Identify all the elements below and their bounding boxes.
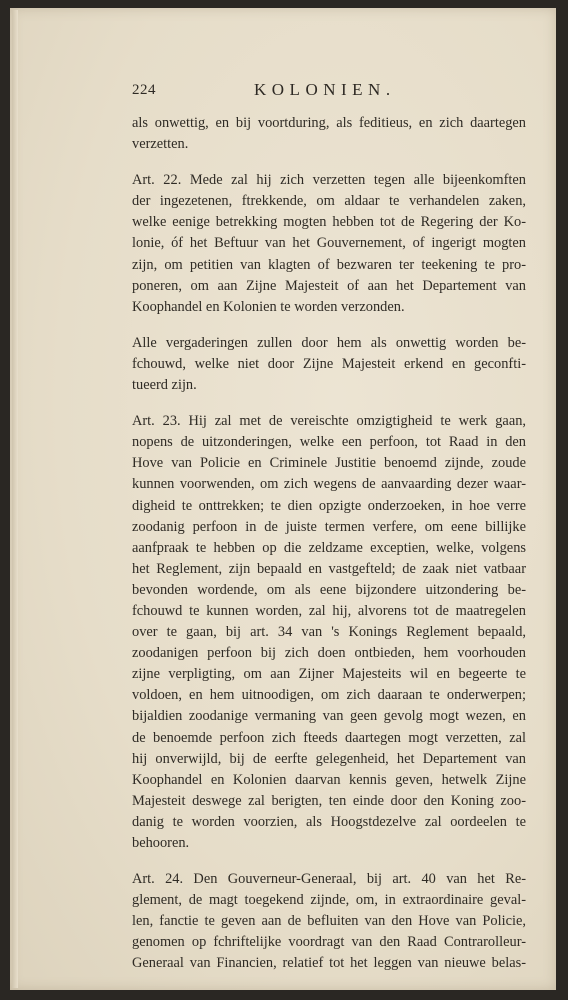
text-line: lonie, óf het Beftuur van het Gouvernement, of ingerigt mogten — [132, 235, 526, 252]
text-line: tueerd zijn. — [132, 377, 197, 394]
text-line: Hove van Policie en Criminele Justitie benoemd zijnde, zoude — [132, 455, 526, 472]
text-line: digheid te onttrekken; te dien opzigte onderzoeken, in hoe verre — [132, 497, 526, 514]
text-line: Alle vergaderingen zullen door hem als onwettig worden be- — [132, 334, 526, 351]
text-line: welke eenige betrekking mogten hebben tot de Regering der Ko- — [132, 214, 526, 231]
paragraph-continuation — [132, 113, 526, 155]
text-line: zijne verpligting, om aan Zijner Majesteits wil en begeerte te — [132, 666, 526, 683]
paragraph-art-22 — [132, 170, 526, 318]
text-line: poneren, om aan Zijne Majesteit of aan het Departement van — [132, 277, 526, 294]
text-line: fchouwd, welke niet door Zijne Majesteit erkend en geconfti- — [132, 355, 526, 372]
page-gutter-shadow — [12, 10, 18, 988]
running-title: KOLONIEN. — [254, 80, 396, 99]
text-line: verzetten. — [132, 136, 189, 153]
text-line: kunnen voorwenden, om zich wegens de aanvaarding dezer waar- — [132, 476, 526, 493]
text-line: Art. 22. Mede zal hij zich verzetten tegen alle bijeenkomften — [132, 172, 526, 189]
text-line: het Reglement, zijn bepaald en vastgefteld; de zaak niet vatbaar — [132, 560, 526, 577]
text-line: der ingezetenen, ftrekkende, om aldaar te verhandelen zaken, — [132, 193, 526, 210]
body-text — [132, 113, 526, 990]
text-line: Majesteit deswege zal berigten, ten einde door den Koning zoo- — [132, 792, 526, 809]
text-line: Art. 23. Hij zal met de vereischte omzigtigheid te werk gaan, — [132, 413, 526, 430]
page-number: 224 — [132, 82, 156, 98]
text-line: nopens de uitzonderingen, welke een perfoon, tot Raad in den — [132, 434, 526, 451]
paragraph-vergaderingen — [132, 333, 526, 396]
text-line: over te gaan, bij art. 34 van 's Konings Reglement bepaald, — [132, 624, 526, 641]
text-line: bevonden wordende, om als eene bijzondere uitzondering be- — [132, 581, 526, 598]
text-line: de benoemde perfoon zich fteeds daartegen mogt verzetten, zal — [132, 729, 526, 746]
text-line: hij onverwijld, bij de eerfte gelegenheid, het Departement van — [132, 750, 526, 767]
text-line: zoodanig perfoon in de juiste termen verfere, om eene billijke — [132, 518, 526, 535]
text-line: zoodanigen perfoon bij zich doen ontbieden, hem voorhouden — [132, 645, 526, 662]
text-line: Koophandel en Kolonien daarvan kennis geven, hetwelk Zijne — [132, 771, 526, 788]
page-header — [132, 80, 526, 102]
text-line: glement, de magt toegekend zijnde, om, in extraordinaire geval- — [132, 892, 526, 909]
text-line: Generaal van Financien, relatief tot het leggen van nieuwe belas- — [132, 955, 526, 972]
text-line: zijn, om petitien van klagten of bezwaren ter teekening te pro- — [132, 256, 526, 273]
text-line: Koophandel en Kolonien te worden verzonden. — [132, 298, 405, 315]
text-line: genomen op fchriftelijke voordragt van den Raad Contrarolleur- — [132, 934, 526, 951]
paragraph-art-24 — [132, 869, 526, 974]
text-line: als onwettig, en bij voortduring, als feditieus, en zich daartegen — [132, 115, 526, 131]
paragraph-art-23 — [132, 411, 526, 854]
text-line: fchouwd te kunnen worden, zal hij, alvorens tot de maatregelen — [132, 602, 526, 619]
text-line: len, fanctie te geven aan de befluiten van den Hove van Policie, — [132, 913, 526, 930]
text-line: Art. 24. Den Gouverneur-Generaal, bij art. 40 van het Re- — [132, 871, 526, 888]
text-line: bijaldien zoodanige vermaning van geen gevolg mogt wezen, en — [132, 708, 526, 725]
text-line: voldoen, en hem uitnoodigen, om zich daaraan te onderwerpen; — [132, 687, 526, 704]
text-line: behooren. — [132, 835, 190, 851]
text-line: danig te worden voorzien, als Hoogstdezelve zal oordeelen te — [132, 813, 526, 830]
text-line: aanfpraak te hebben op die zeldzame exceptien, welke, volgens — [132, 539, 526, 556]
